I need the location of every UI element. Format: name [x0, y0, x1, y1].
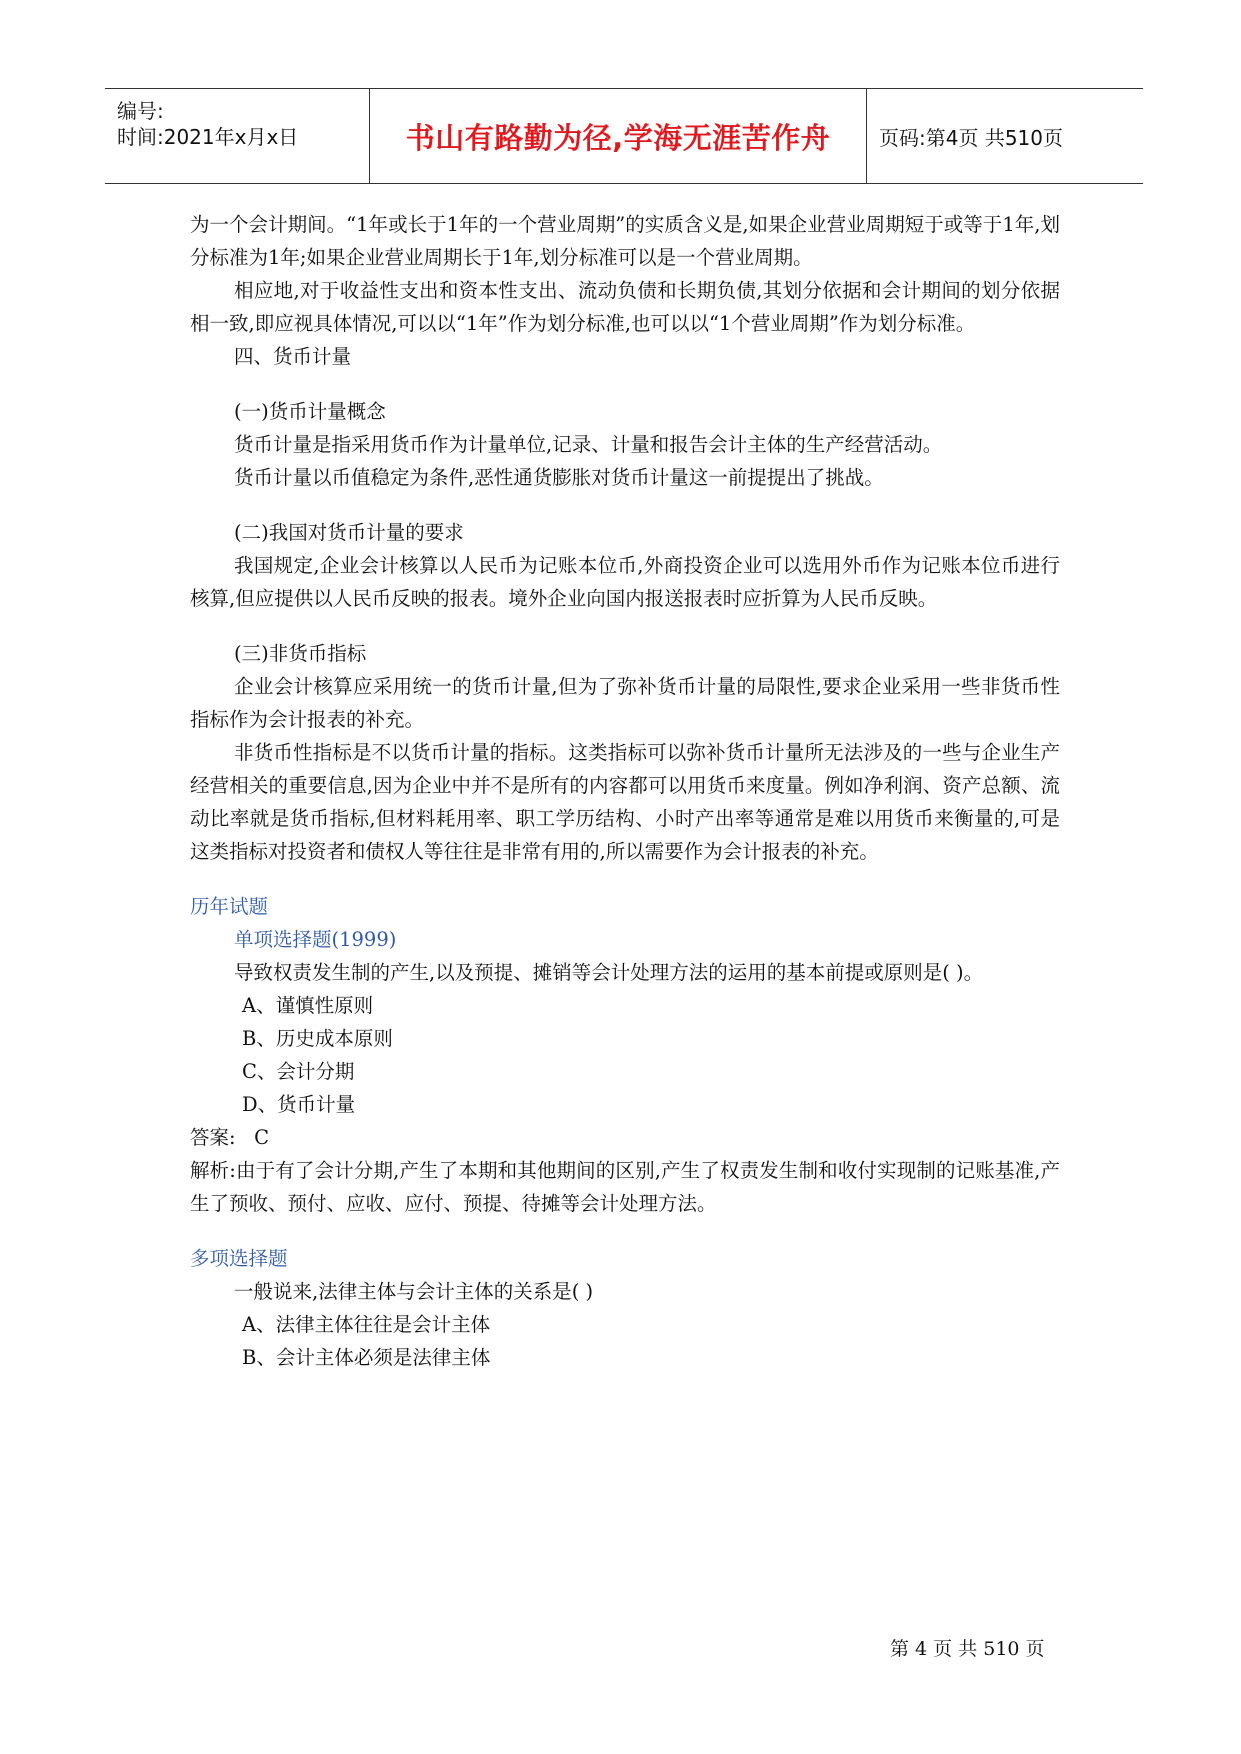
document-body	[190, 208, 1060, 1374]
header-motto-cell	[370, 89, 867, 183]
motto-text: 书山有路勤为径,学海无涯苦作舟	[405, 120, 831, 155]
q1-option-a: A、谨慎性原则	[242, 994, 374, 1017]
time-label: 时间:2021年x月x日	[117, 125, 299, 149]
paragraph-requirements: 我国规定,企业会计核算以人民币为记账本位币,外商投资企业可以选用外币作为记账本位币进行核算,但应提供以人民币反映的报表。境外企业向国内报送报表时应折算为人民币反映。	[190, 554, 1060, 610]
q1-option-d: D、货币计量	[242, 1093, 356, 1116]
paragraph-period: 为一个会计期间。“1年或长于1年的一个营业周期”的实质含义是,如果企业营业周期短于或等于1年,划分标准为1年;如果企业营业周期长于1年,划分标准可以是一个营业周期。	[190, 213, 1060, 269]
paragraph-classification: 相应地,对于收益性支出和资本性支出、流动负债和长期负债,其划分依据和会计期间的划分依据相一致,即应视具体情况,可以以“1年”作为划分标准,也可以以“1个营业周期”作为划分标准。	[190, 279, 1060, 335]
question-2: 一般说来,法律主体与会计主体的关系是( )	[234, 1280, 594, 1303]
single-choice-heading: 单项选择题(1999)	[234, 928, 397, 951]
number-label: 编号:	[117, 99, 164, 123]
page-code: 页码:第4页 共510页	[879, 125, 1063, 150]
multi-choice-heading: 多项选择题	[190, 1247, 288, 1270]
question-1: 导致权责发生制的产生,以及预提、摊销等会计处理方法的运用的基本前提或原则是( )。	[234, 961, 984, 984]
q1-option-b: B、历史成本原则	[242, 1027, 393, 1050]
subsection-title-nonmonetary: (三)非货币指标	[234, 642, 367, 665]
page-header	[105, 88, 1143, 184]
subsection-title-concept: (一)货币计量概念	[234, 400, 386, 423]
header-left-cell	[105, 89, 370, 183]
subsection-title-requirements: (二)我国对货币计量的要求	[234, 521, 464, 544]
page-footer: 第 4 页 共 510 页	[890, 1638, 1045, 1660]
paragraph-concept-1: 货币计量是指采用货币作为计量单位,记录、计量和报告会计主体的生产经营活动。	[234, 433, 943, 456]
paragraph-nonmonetary-1: 企业会计核算应采用统一的货币计量,但为了弥补货币计量的局限性,要求企业采用一些非货币性指标作为会计报表的补充。	[190, 675, 1060, 731]
past-exams-heading: 历年试题	[190, 895, 269, 918]
paragraph-nonmonetary-2: 非货币性指标是不以货币计量的指标。这类指标可以弥补货币计量所无法涉及的一些与企业生产经营相关的重要信息,因为企业中并不是所有的内容都可以用货币来度量。例如净利润、资产总额、流动比率就是货币指标,但材料耗用率、职工学历结构、小时产出率等通常是难以用货币来衡量的,可是这类指标对投资者和债权人等往往是非常有用的,所以需要作为会计报表的补充。	[190, 741, 1060, 863]
paragraph-concept-2: 货币计量以币值稳定为条件,恶性通货膨胀对货币计量这一前提提出了挑战。	[234, 466, 884, 489]
header-right-cell	[867, 89, 1143, 183]
section-heading-monetary: 四、货币计量	[234, 345, 352, 368]
analysis-paragraph: 解析:由于有了会计分期,产生了本期和其他期间的区别,产生了权责发生制和收付实现制的记账基准,产生了预收、预付、应收、应付、预提、待摊等会计处理方法。	[190, 1159, 1060, 1215]
q1-option-c: C、会计分期	[242, 1060, 355, 1083]
q2-option-a: A、法律主体往往是会计主体	[242, 1313, 491, 1336]
q2-option-b: B、会计主体必须是法律主体	[242, 1346, 491, 1369]
answer-line: 答案: C	[190, 1126, 270, 1149]
